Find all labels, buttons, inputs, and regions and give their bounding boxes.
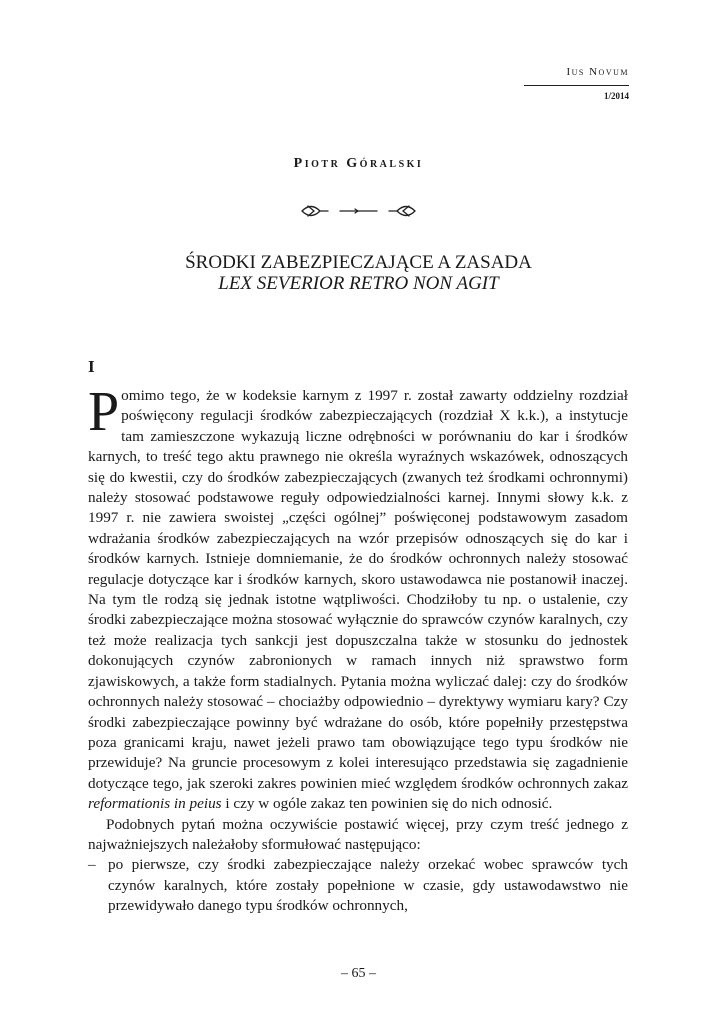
issue-number: 1/2014 [603,91,629,101]
paragraph-1-text-b: i czy w ogóle zakaz ten powinien się do nich odnosić. [221,795,553,813]
paragraph-1 [88,381,628,815]
list-item [88,855,628,916]
paragraph-2: Podobnych pytań można oczywiście postawić więcej, przy czym treść jednego z najważniejszych należałoby sformułować następująco: [88,815,628,853]
title-line-1: ŚRODKI ZABEZPIECZAJĄCE A ZASADA [185,252,532,273]
title-line-2: LEX SEVERIOR RETRO NON AGIT [218,273,499,294]
header-rule [524,85,629,86]
question-list [88,855,628,916]
author-name: Piotr Góralski [293,156,424,171]
paragraph-1-text-a: omimo tego, że w kodeksie karnym z 1997 r. został zawarty oddzielny rozdział poświęcony regulacji środków zabezpieczających (rozdział X k.k.), a instytucje tam zamieszczone wykazują liczne odrębności w porównaniu do kar i środków karnych, to treść tego aktu prawnego nie określa wyraźnych wskazówek, odnoszących się do kwestii, czy do środków zabezpieczających (zwanych też środkami ochronnymi) należy stosować podstawowe reguły odpowiedzialności karnej. Innymi słowy k.k. z 1997 r. nie zawiera swoistej „części ogólnej” poświęconej podstawowym zasadom wdrażania środków zabezpieczających na wzór przepisów odnoszących się do kar i środków karnych. Istnieje domniemanie, że do środków ochronnych należy stosować regulacje dotyczące kar i środków karnych, skoro ustawodawca nie postanowił inaczej. Na tym tle rodzą się jednak istotne wątpliwości. Chodziłoby tu np. o ustalenie, czy środki zabezpieczające można stosować wyłącznie do sprawców czynów karalnych, czy też może realizacja tych sankcji jest dopuszczalna także w stosunku do jednostek dokonujących czynów zabronionych w ramach innych niż sprawstwo form zjawiskowych, a także form stadialnych. Pytania można wyliczać dalej: czy do środków ochronnych należy stosować – chociażby odpowiednio – dyrektywy wymiaru kary? Czy środki zabezpieczające powinny być wdrażane do osób, które popełniły przestępstwa poza granicami kraju, nawet jeżeli prawo tam obowiązujące tego typu środków nie przewiduje? Na gruncie procesowym z kolei interesująco przedstawia się zagadnienie dotyczące tego, jak szeroki zakres powinien mieć względem środków ochronnych zakaz [88,387,628,792]
article-body [88,381,628,917]
section-heading: I [88,357,95,376]
page-number: – 65 – [341,966,376,981]
list-dash: – [88,856,96,874]
journal-name: Ius Novum [566,66,629,78]
paragraph-1-italic: reformationis in peius [88,795,222,813]
article-title [0,252,717,294]
list-item-text: po pierwsze, czy środki zabezpieczające należy orzekać wobec sprawców tych czynów karalnych, które zostały popełnione w czasie, gdy ustawodawstwo nie przewidywało danego typu środków ochronnych, [108,856,628,915]
drop-cap: P [88,381,120,443]
ornament-divider-icon [300,202,417,220]
